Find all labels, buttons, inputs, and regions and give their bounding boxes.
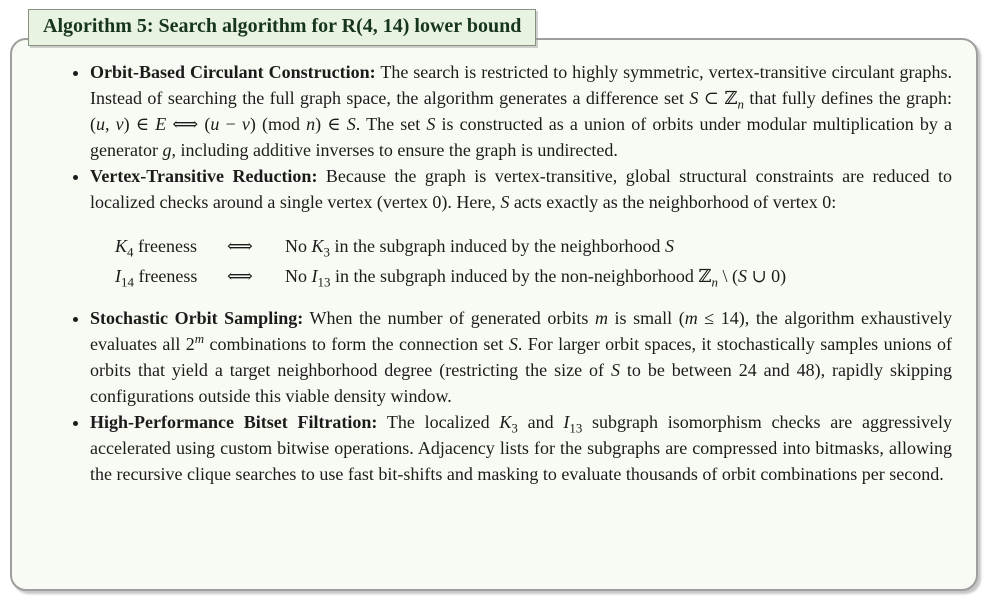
bullet-bitset-text: High-Performance Bitset Filtration: The localized $K_3$ and $I_{13}$ subgraph isomorphism checks are aggressively accelerated using custom bitwise operations. Adjacency lists for the subgraphs are compressed into bitmasks, allowing the recursive clique searches to use fast bit-shifts and masking to evaluate thousands of orbit combinations per second. xyxy=(90,412,952,484)
bullet-orbit-based-circulant-construction xyxy=(90,59,952,163)
equation-rhs: No $K_3$ in the subgraph induced by the neighborhood S xyxy=(285,236,674,260)
equation-lhs: $I_{14}$ freeness xyxy=(115,266,198,290)
k4-freeness-equation xyxy=(115,231,952,261)
bullet-stochastic-text: Stochastic Orbit Sampling: When the number of generated orbits m is small (m ≤ 14), the algorithm exhaustively evaluates all 2$^m$ combinations to form the connection set S. For larger orbit spaces, it stochastically samples unions of orbits that yield a target neighborhood degree (restricting the size of S to be between 24 and 48), rapidly skipping configurations outside this viable density window. xyxy=(90,308,953,406)
bullet-stochastic-orbit-sampling xyxy=(90,305,952,409)
bullet-vertex-transitive-reduction xyxy=(90,163,952,291)
equation-rhs: No $I_{13}$ in the subgraph induced by the non-neighborhood ℤ$_n$ \ (S ∪ 0) xyxy=(285,266,787,290)
bullet-orbit-text: Orbit-Based Circulant Construction: The search is restricted to highly symmetric, vertex-transitive circulant graphs. Instead of searching the full graph space, the algorithm generates a difference set S ⊂ ℤ$_n$ that fully defines the graph: (u, v) ∈ E ⟺ (u − v) (mod n) ∈ S. The set S is constructed as a union of orbits under modular multiplication by a generator g, including additive inverses to ensure the graph is undirected. xyxy=(90,62,953,160)
algorithm-title: Algorithm 5: Search algorithm for R(4, 14) lower bound xyxy=(43,15,522,37)
i14-freeness-equation xyxy=(115,261,952,291)
bullet-list xyxy=(12,40,976,487)
bullet-vertex-text: Vertex-Transitive Reduction: Because the graph is vertex-transitive, global structural constraints are reduced to localized checks around a single vertex (vertex 0). Here, S acts exactly as the neighborhood of vertex 0: xyxy=(90,166,952,212)
algorithm-panel xyxy=(10,38,978,591)
iff-arrow-icon: ⟺ xyxy=(227,266,253,286)
freeness-equations xyxy=(115,231,952,291)
algorithm-title-box xyxy=(28,9,536,46)
iff-arrow-icon: ⟺ xyxy=(227,236,253,256)
bullet-high-performance-bitset-filtration xyxy=(90,409,952,487)
equation-lhs: $K_4$ freeness xyxy=(115,236,197,260)
